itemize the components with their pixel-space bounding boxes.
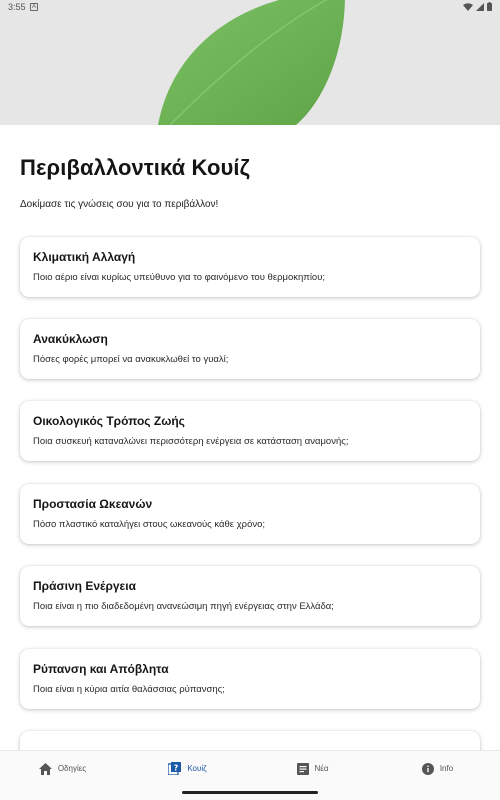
nav-item-info[interactable] [375, 751, 500, 786]
quiz-card-title: Πράσινη Ενέργεια [33, 579, 136, 593]
nav-label: Νέα [314, 764, 329, 773]
wifi-icon [463, 3, 473, 11]
quiz-card-green-energy[interactable] [20, 566, 480, 626]
quiz-card-climate-change[interactable] [20, 237, 480, 297]
quiz-card-eco-lifestyle[interactable] [20, 401, 480, 461]
hero-banner [0, 0, 500, 125]
news-icon [297, 763, 309, 775]
quiz-card-title: Οικολογικός Τρόπος Ζωής [33, 414, 185, 428]
quiz-card-title: Προστασία Ωκεανών [33, 497, 153, 511]
quiz-card-question: Πόσες φορές μπορεί να ανακυκλωθεί το γυαλί; [33, 354, 229, 365]
info-icon [422, 763, 434, 775]
page-title: Περιβαλλοντικά Κουίζ [20, 155, 250, 180]
quiz-card-question: Ποιο αέριο είναι κυρίως υπεύθυνο για το φαινόμενο του θερμοκηπίου; [33, 272, 326, 283]
gesture-bar [0, 786, 500, 800]
page-subtitle: Δοκίμασε τις γνώσεις σου για το περιβάλλον! [20, 199, 219, 210]
quiz-card-pollution-waste[interactable] [20, 649, 480, 709]
quiz-list-screen[interactable] [0, 125, 500, 750]
gesture-handle[interactable] [182, 791, 318, 794]
status-icons [463, 2, 492, 11]
quiz-card-question: Ποια είναι η πιο διαδεδομένη ανανεώσιμη πηγή ενέργειας στην Ελλάδα; [33, 601, 334, 612]
quiz-card-title: Κλιματική Αλλαγή [33, 250, 136, 264]
signal-icon [476, 3, 484, 11]
quiz-icon [168, 762, 181, 775]
quiz-card-title: Ανακύκλωση [33, 332, 108, 346]
nav-item-guide[interactable] [0, 751, 125, 786]
home-icon [39, 763, 52, 775]
quiz-card-partial[interactable] [20, 731, 480, 750]
quiz-card-recycling[interactable] [20, 319, 480, 379]
quiz-card-question: Ποια είναι η κύρια αιτία θαλάσσιας ρύπανσης; [33, 684, 225, 695]
nav-label: Info [439, 764, 454, 773]
notification-icon: A [31, 4, 36, 10]
nav-item-quiz[interactable] [125, 751, 250, 786]
status-time: 3:55 [8, 2, 26, 12]
nav-item-news[interactable] [250, 751, 375, 786]
leaf-illustration [0, 0, 500, 125]
nav-label: Οδηγίες [57, 764, 87, 773]
quiz-card-ocean-protection[interactable] [20, 484, 480, 544]
bottom-navigation [0, 750, 500, 786]
nav-label: Κουίζ [187, 764, 207, 773]
svg-text:?: ? [173, 763, 179, 773]
quiz-card-title: Ρύπανση και Απόβλητα [33, 662, 169, 676]
quiz-card-question: Ποια συσκευή καταναλώνει περισσότερη ενέργεια σε κατάσταση αναμονής; [33, 436, 349, 447]
status-bar [0, 0, 500, 14]
battery-icon [487, 2, 492, 11]
quiz-card-question: Πόσο πλαστικό καταλήγει στους ωκεανούς κάθε χρόνο; [33, 519, 266, 530]
